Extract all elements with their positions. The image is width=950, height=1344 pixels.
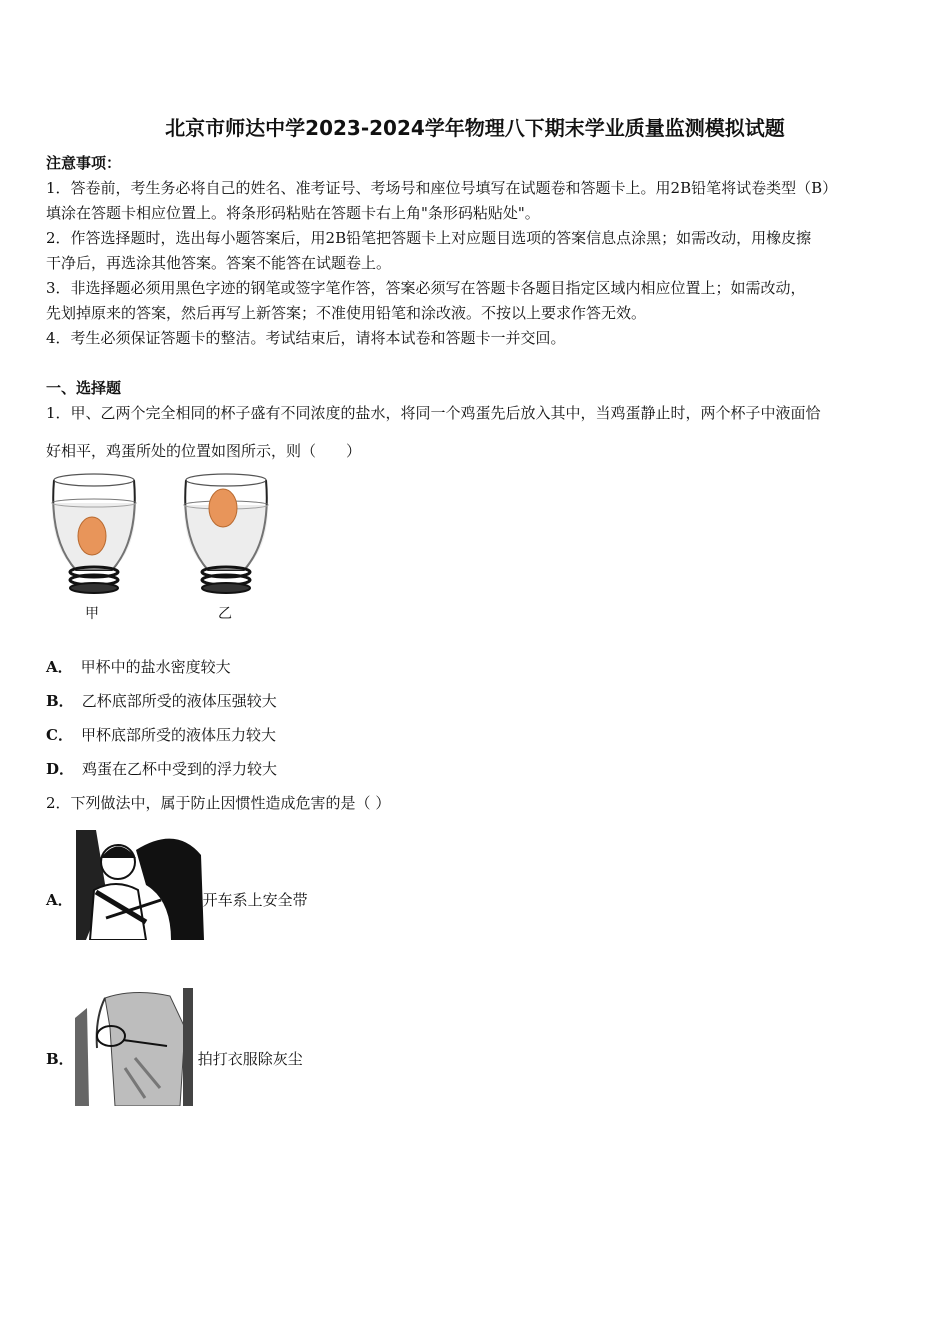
question-1-stem-cont: 好相平，鸡蛋所处的位置如图所示，则（ ） bbox=[46, 442, 362, 460]
option-text: 乙杯底部所受的液体压强较大 bbox=[81, 692, 277, 710]
notice-line: 4．考生必须保证答题卡的整洁。考试结束后，请将本试卷和答题卡一并交回。 bbox=[46, 329, 566, 347]
caption-jia: 甲 bbox=[85, 606, 99, 622]
notice-heading: 注意事项： bbox=[46, 154, 122, 172]
notice-line: 先划掉原来的答案，然后再写上新答案；不准使用铅笔和涂改液。不按以上要求作答无效。 bbox=[46, 304, 647, 322]
glass-yi-figure bbox=[176, 470, 276, 595]
option-label: C． bbox=[46, 726, 73, 744]
notice-line: 1．答卷前，考生务必将自己的姓名、准考证号、考场号和座位号填写在试题卷和答题卡上。用2B铅笔将试卷类型（B） bbox=[46, 179, 838, 197]
option-text: 拍打衣服除灰尘 bbox=[197, 1050, 303, 1068]
notice-line: 2．作答选择题时，选出每小题答案后，用2B铅笔把答题卡上对应题目选项的答案信息点涂黑；如需改动，用橡皮擦 bbox=[46, 229, 812, 247]
notice-line: 填涂在答题卡相应位置上。将条形码粘贴在答题卡右上角"条形码粘贴处"。 bbox=[46, 204, 540, 222]
option-text: 甲杯底部所受的液体压力较大 bbox=[80, 726, 276, 744]
page-title: 北京市师达中学2023-2024学年物理八下期末学业质量监测模拟试题 bbox=[165, 116, 785, 140]
option-label: B． bbox=[46, 692, 74, 710]
option-text: 鸡蛋在乙杯中受到的浮力较大 bbox=[82, 760, 278, 778]
beating-clothes-illustration bbox=[75, 988, 195, 1106]
q1-option-a bbox=[46, 656, 231, 677]
q2-option-b bbox=[46, 1048, 303, 1069]
section-heading: 一、选择题 bbox=[46, 379, 122, 397]
seatbelt-illustration bbox=[76, 830, 204, 940]
q1-option-c bbox=[46, 724, 276, 745]
option-text: 甲杯中的盐水密度较大 bbox=[80, 658, 231, 676]
question-2-stem: 2．下列做法中，属于防止因惯性造成危害的是（ ） bbox=[46, 794, 391, 812]
option-label: B． bbox=[46, 1050, 74, 1068]
notice-line: 干净后，再选涂其他答案。答案不能答在试题卷上。 bbox=[46, 254, 392, 272]
q1-option-d bbox=[46, 758, 277, 779]
q1-option-b bbox=[46, 690, 277, 711]
option-label: A． bbox=[46, 658, 73, 676]
glass-jia-figure bbox=[44, 470, 144, 595]
notice-line: 3．非选择题必须用黑色字迹的钢笔或签字笔作答，答案必须写在答题卡各题目指定区域内相应位置上；如需改动， bbox=[46, 279, 806, 297]
option-text: 开车系上安全带 bbox=[202, 891, 308, 909]
question-1-stem: 1．甲、乙两个完全相同的杯子盛有不同浓度的盐水，将同一个鸡蛋先后放入其中，当鸡蛋静止时，两个杯子中液面恰 bbox=[46, 404, 821, 422]
option-label: D． bbox=[46, 760, 75, 778]
caption-yi: 乙 bbox=[218, 606, 232, 622]
q2-option-a bbox=[46, 889, 308, 910]
option-label: A． bbox=[46, 891, 73, 909]
